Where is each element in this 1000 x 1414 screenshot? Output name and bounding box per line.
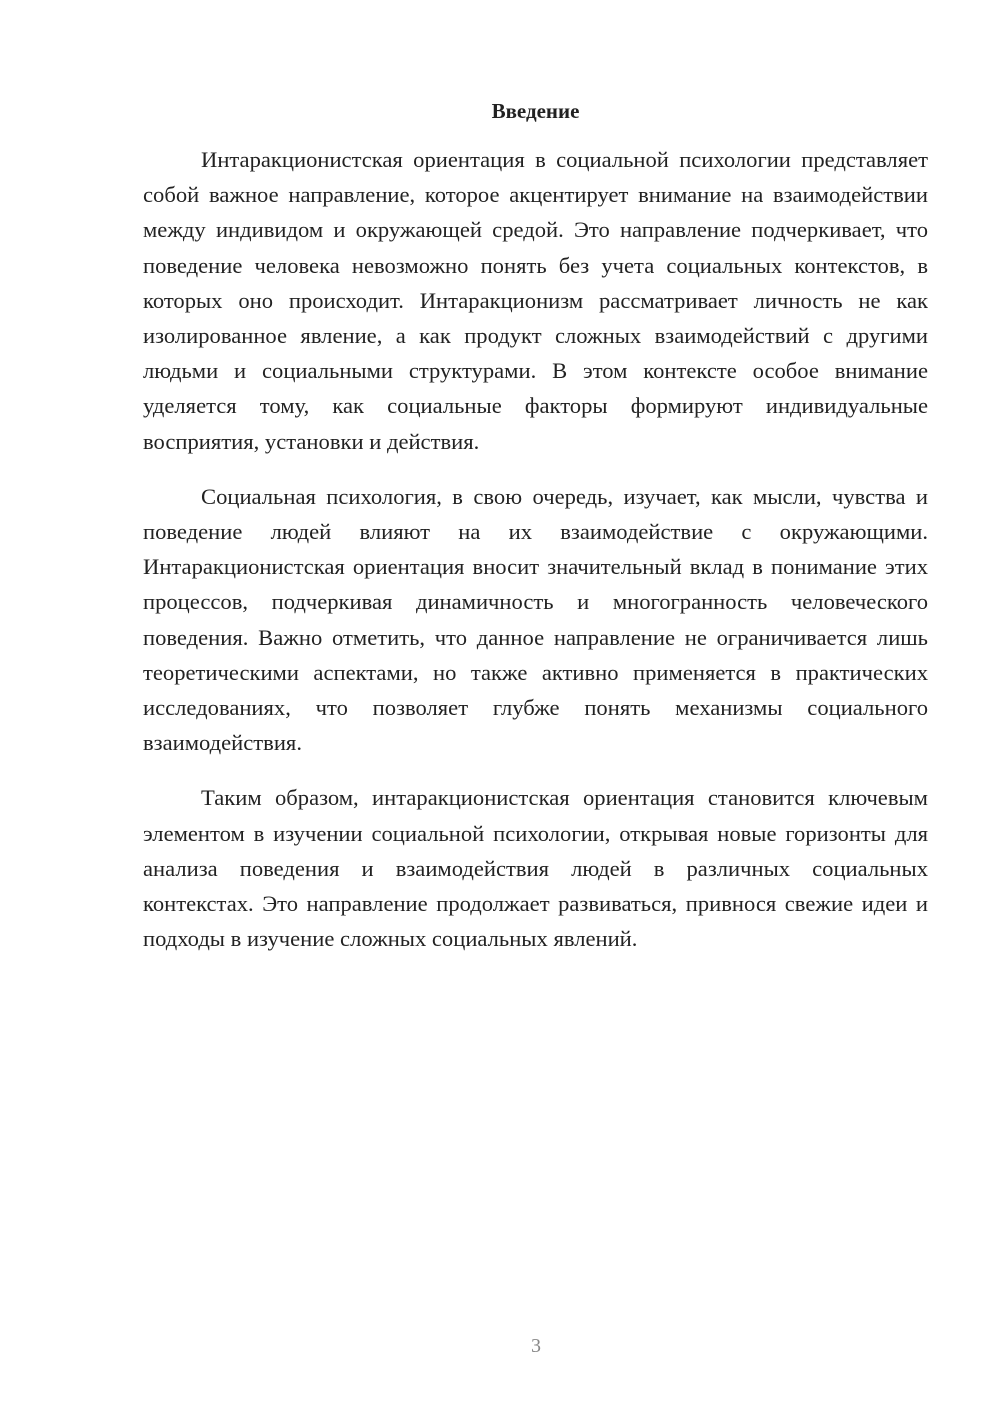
paragraph-2: Социальная психология, в свою очередь, изучает, как мысли, чувства и поведение людей влияют на их взаимодействие с окружающими. Интаракционистская ориентация вносит значительный вклад в понимание этих процессов, подчеркивая динамичность и многогранность человеческого поведения. Важно отметить, что данное направление не ограничивается лишь теоретическими аспектами, но также активно применяется в практических исследованиях, что позволяет глубже понять механизмы социального взаимодействия. — [143, 483, 928, 756]
paragraph-3: Таким образом, интаракционистская ориентация становится ключевым элементом в изучении социальной психологии, открывая новые горизонты для анализа поведения и взаимодействия людей в различных социальных контекстах. Это направление продолжает развиваться, привнося свежие идеи и подходы в изучение сложных социальных явлений. — [143, 785, 928, 952]
paragraph-1: Интаракционистская ориентация в социальной психологии представляет собой важное направление, которое акцентирует внимание на взаимодействии между индивидом и окружающей средой. Это направление подчеркивает, что поведение человека невозможно понять без учета социальных контекстов, в которых оно происходит. Интаракционизм рассматривает личность не как изолированное явление, а как продукт сложных взаимодействий с другими людьми и социальными структурами. В этом контексте особое внимание уделяется тому, как социальные факторы формируют индивидуальные восприятия, установки и действия. — [143, 147, 928, 454]
body-text — [143, 142, 928, 976]
page-title: Введение — [491, 99, 580, 123]
page-number: 3 — [531, 1335, 541, 1357]
